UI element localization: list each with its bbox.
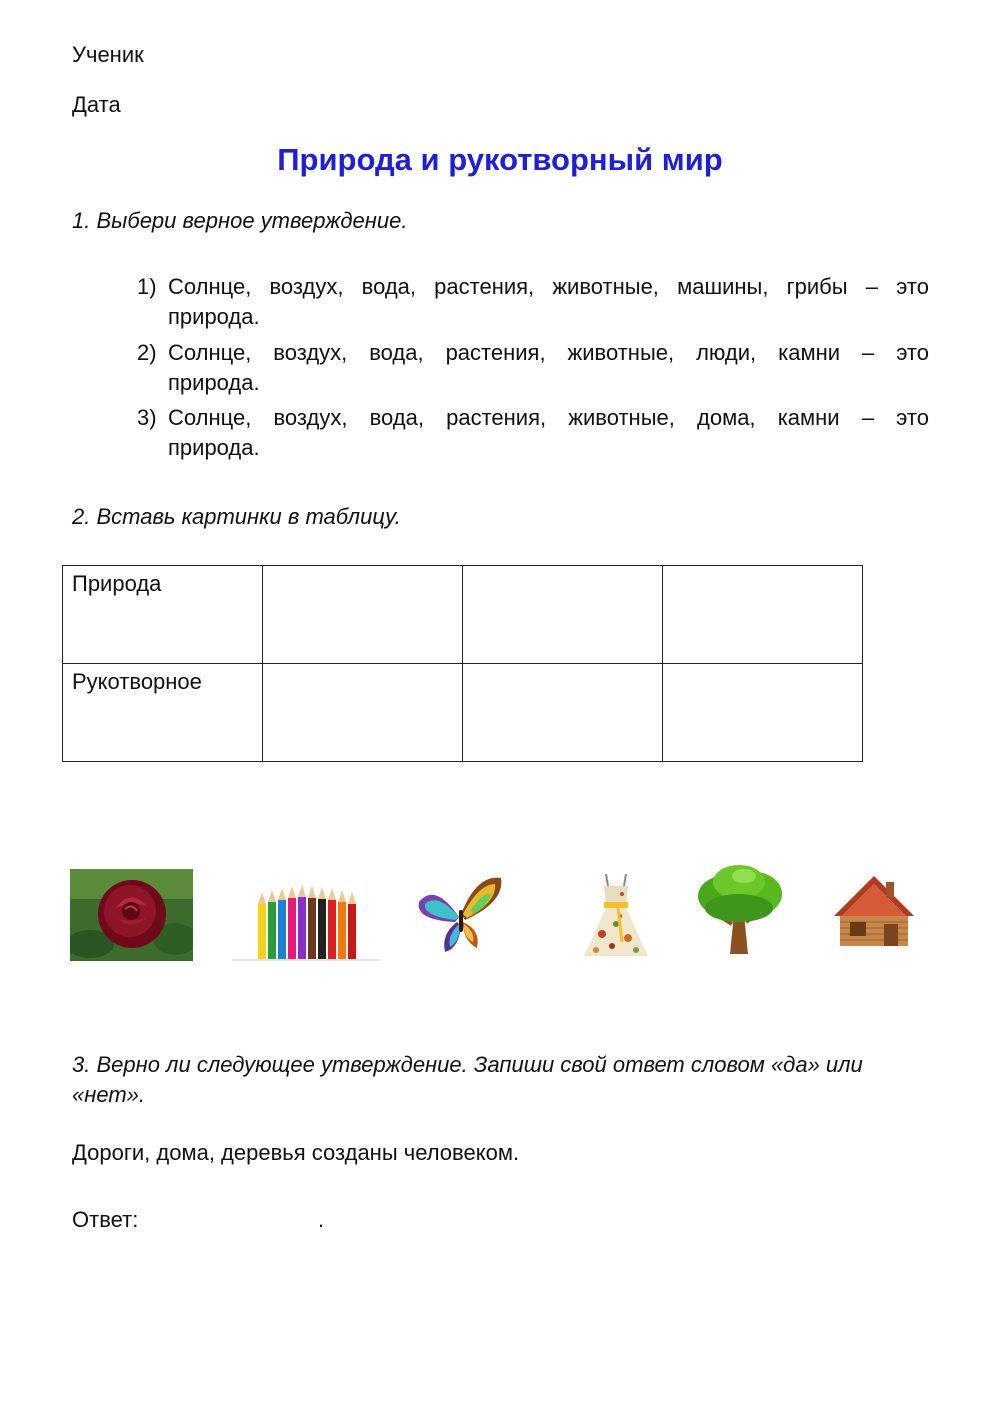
task3-question: 3. Верно ли следующее утверждение. Запиши свой ответ словом «да» или «нет». [72,1052,863,1107]
date-label: Дата [72,92,121,117]
task3-statement: Дороги, дома, деревья созданы человеком. [72,1140,520,1165]
sorting-table [62,565,863,762]
option-number: 1) [137,274,157,299]
option-number: 3) [137,405,157,430]
rose-image[interactable] [70,869,193,961]
student-label: Ученик [72,42,144,67]
row-label-nature: Природа [63,566,263,664]
drop-cell[interactable] [263,566,463,664]
pencils-image[interactable] [232,884,380,962]
option-number: 2) [137,340,157,365]
drop-cell[interactable] [663,566,863,664]
drop-cell[interactable] [663,664,863,762]
task2-question: 2. Вставь картинки в таблицу. [72,504,401,529]
answer-end-dot: . [318,1207,325,1232]
answer-label: Ответ: [72,1207,139,1232]
page-title: Природа и рукотворный мир [277,142,723,177]
drop-cell[interactable] [263,664,463,762]
option-tail: природа. [168,435,260,460]
option-tail: природа. [168,304,260,329]
task1-question: 1. Выбери верное утверждение. [72,208,408,233]
tree-image[interactable] [694,864,784,959]
row-label-manmade: Рукотворное [63,664,263,762]
drop-cell[interactable] [463,566,663,664]
house-image[interactable] [826,872,920,948]
butterfly-image[interactable] [415,872,505,957]
table-row [63,566,863,664]
option-tail: природа. [168,370,260,395]
dress-image[interactable] [582,872,650,960]
drop-cell[interactable] [463,664,663,762]
table-row [63,664,863,762]
